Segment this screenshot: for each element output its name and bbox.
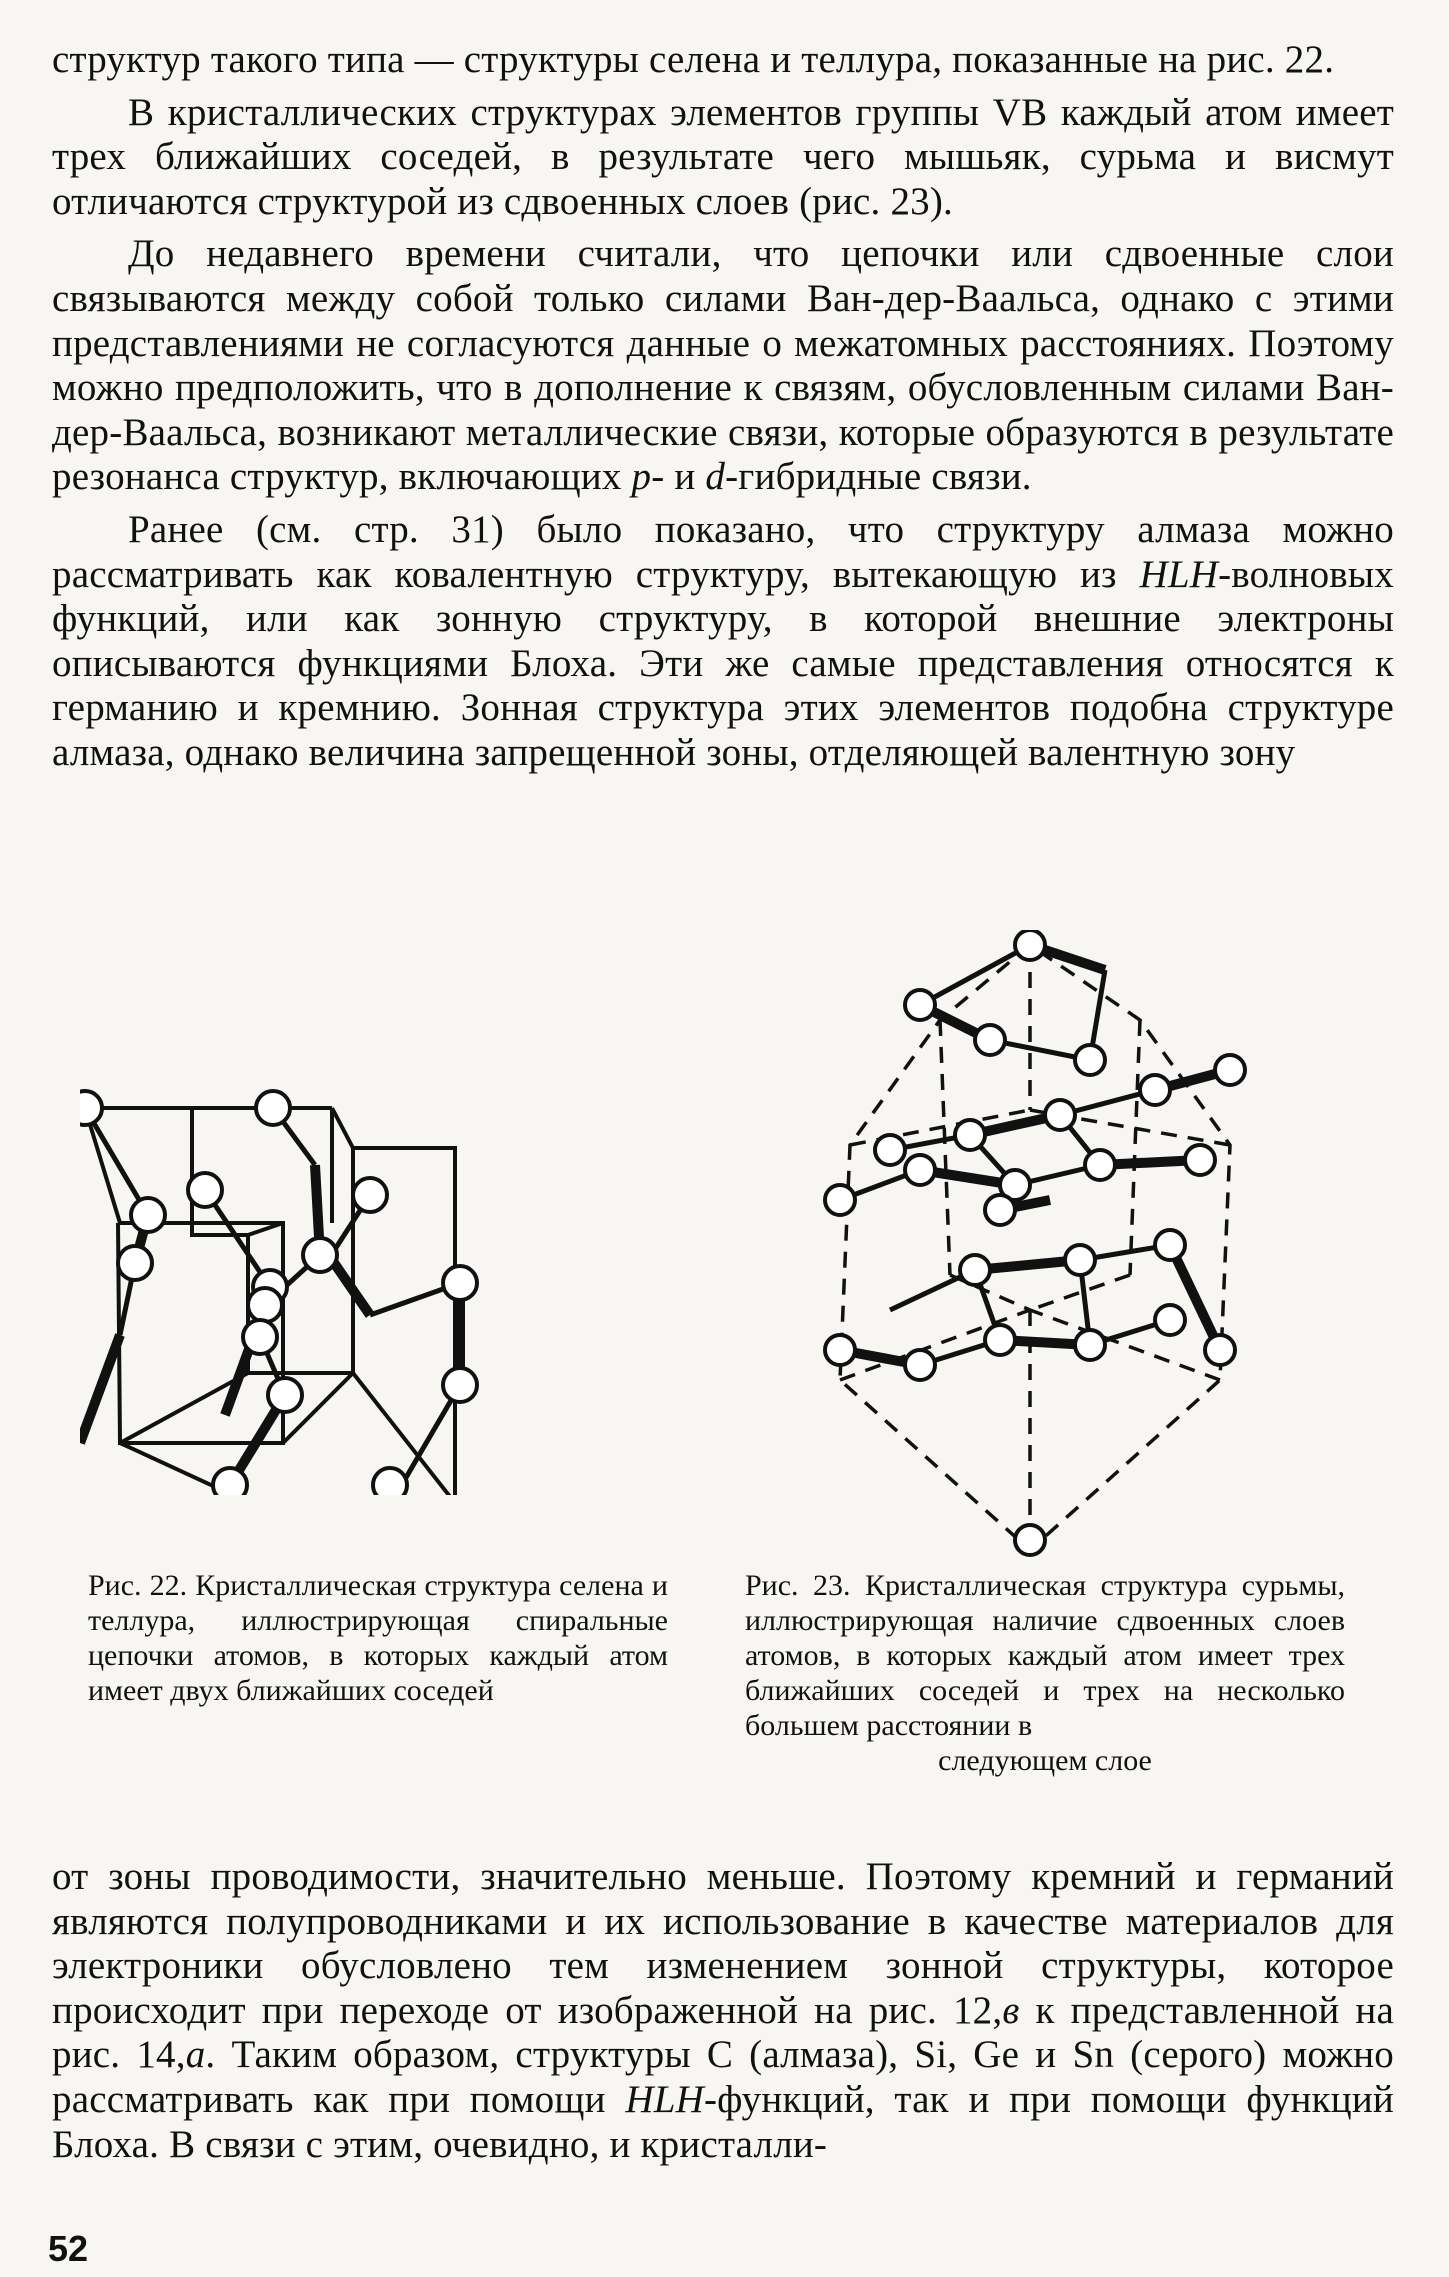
paragraph-1 — [52, 38, 1394, 83]
paragraph-3-text: До недавнего времени считали, что цепочки или сдвоенные слои связываются между собой только силами Ван-дер-Ваальса, однако с этими представлениями не согласуются данные о межатомных расстояниях. Поэтому можно предположить, что в дополнение к связям, обусловленным силами Ван-дер-Ваальса, возникают металлические связи, которые образуются в результате резонанса структур, включающих — [52, 232, 1394, 499]
paragraph-3-text-c: -гибридные связи. — [725, 455, 1032, 499]
figure-22-caption-text: Рис. 22. Кристаллическая структура селена и теллура, иллюстрирующая спиральные цепочки атомов, в которых каждый атом имеет двух ближайших соседей — [88, 1569, 668, 1707]
p-orbital-symbol: p — [631, 455, 652, 499]
body-text-top — [52, 38, 1394, 776]
paragraph-5-text-b: к представленной на рис. 14, — [52, 1988, 1394, 2077]
figure-23-antimony-structure — [800, 930, 1360, 1560]
paragraph-3 — [52, 232, 1394, 500]
body-text-bottom — [52, 1855, 1394, 2167]
paragraph-4-text-b: -волновых функций, или как зонную структуру, в которой внешние электроны описываются функциями Блоха. Эти же самые представления относятся к германию и кремнию. Зонная структура этих элементов подобна структуре алмаза, однако величина запрещенной зоны, отделяющей валентную зону — [52, 552, 1394, 774]
atoms — [825, 930, 1245, 1555]
figure-ref-letter-v: в — [1002, 1988, 1020, 2032]
figure-22-selenium-structure — [80, 1005, 660, 1495]
d-orbital-symbol: d — [705, 455, 726, 499]
figure-23-caption-last-line: следующем слое — [938, 1744, 1152, 1777]
hlh-symbol-2: HLH — [625, 2077, 704, 2121]
figure-22-caption — [88, 1568, 668, 1708]
paragraph-5 — [52, 1855, 1394, 2167]
paragraph-5-text-d: -функций, так и при помощи функций Блоха. В связи с этим, очевидно, и кристалли- — [52, 2077, 1394, 2166]
figure-23-caption-text: Рис. 23. Кристаллическая структура сурьмы, иллюстрирующая наличие сдвоенных слоев атомов, в которых каждый атом имеет трех ближайших соседей и трех на несколько большем расстоянии в — [745, 1569, 1345, 1742]
figure-23-caption — [745, 1568, 1345, 1778]
paragraph-4-text: Ранее (см. стр. 31) было показано, что структуру алмаза можно рассматривать как ковалентную структуру, вытекающую из — [52, 507, 1394, 596]
paragraph-1-text: структур такого типа — структуры селена и теллура, показанные на рис. 22. — [52, 38, 1335, 81]
paragraph-5-text-c: . Таким образом, структуры C (алмаза), Si, Ge и Sn (серого) можно рассматривать как при помощи — [52, 2033, 1394, 2121]
hlh-symbol: HLH — [1139, 552, 1219, 596]
paragraph-5-text: от зоны проводимости, значительно меньше. Поэтому кремний и германий являются полупроводниками и их использование в качестве материалов для электроники обусловлено тем изменением зонной структуры, которое происходит при переходе от изображенной на рис. 12, — [52, 1855, 1394, 2032]
paragraph-2-text: В кристаллических структурах элементов группы VB каждый атом имеет трех ближайших соседей, в результате чего мышьяк, сурьма и висмут отличаются структурой из сдвоенных слоев (рис. 23). — [52, 90, 1394, 223]
figure-ref-letter-a: а — [185, 2033, 206, 2077]
page-number: 52 — [48, 2228, 89, 2269]
paragraph-2 — [52, 91, 1394, 225]
paragraph-4 — [52, 508, 1394, 776]
paragraph-3-text-b: - и — [651, 455, 706, 499]
